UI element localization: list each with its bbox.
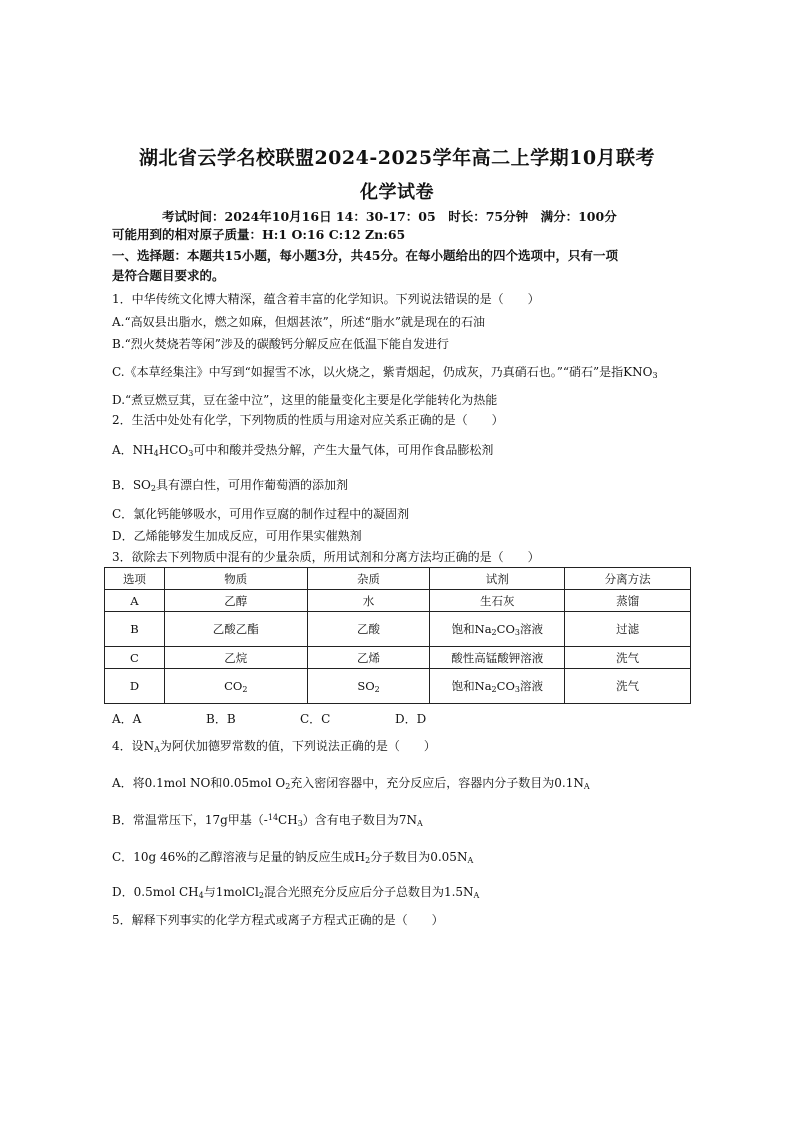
q3-choice-c: C．C [300, 712, 331, 726]
cell-substance: 乙酸乙酯 [164, 612, 307, 647]
q1-option-d: D.“煮豆燃豆萁，豆在釜中泣”，这里的能量变化主要是化学能转化为热能 [112, 393, 498, 407]
exam-subtitle: 化学试卷 [360, 182, 434, 203]
q2-option-c: C．氯化钙能够吸水，可用作豆腐的制作过程中的凝固剂 [112, 507, 410, 521]
formula: 0.1N [554, 776, 584, 790]
q4-stem-text: 4．设 [112, 739, 144, 753]
formula-sub: 2 [258, 891, 264, 900]
section-heading-line2: 是符合题目要求的。 [112, 268, 225, 283]
atomic-mass-line: 可能用到的相对原子质量：H:1 O:16 C:12 Zn:65 [112, 227, 406, 242]
q1-stem: 1．中华传统文化博大精深，蕴含着丰富的化学知识。下列说法错误的是（ ） [112, 292, 540, 306]
text: 混合光照充分反应后分子总数目为 [263, 885, 444, 899]
reagent-text: 溶液 [519, 622, 543, 636]
q3-stem: 3．欲除去下列物质中混有的少量杂质，所用试剂和分离方法均正确的是（ ） [112, 550, 540, 564]
cell-impurity [307, 669, 430, 704]
exam-title: 湖北省云学名校联盟2024-2025学年高二上学期10月联考 [138, 147, 656, 169]
text: ）含有电子数目为 [302, 813, 399, 827]
q2-b-text: 具有漂白性，可用作葡萄酒的添加剂 [155, 478, 348, 492]
cell-substance: 乙醇 [164, 590, 307, 612]
formula: 0.05N [430, 850, 468, 864]
q1-c-sub: 3 [652, 371, 658, 380]
cell-option: D [105, 669, 165, 704]
q1-option-b: B.“烈火焚烧若等闲”涉及的碳酸钙分解反应在低温下能自发进行 [112, 337, 449, 351]
formula-sub: A [473, 891, 480, 900]
header-cell: 杂质 [307, 568, 430, 590]
text: 和 [210, 776, 223, 790]
header-cell: 物质 [164, 568, 307, 590]
cell-method: 过滤 [565, 612, 691, 647]
q3-choices [112, 710, 426, 727]
cell-impurity: 水 [307, 590, 430, 612]
formula: 10g 46% [133, 850, 187, 864]
q2-a-sub1: 4 [153, 449, 159, 458]
reagent-text: 饱和 [451, 679, 475, 693]
exam-info: 考试时间：2024年10月16日 14：30-17：05 时长：75分钟 满分：100分 [162, 209, 617, 224]
cell-method: 洗气 [565, 647, 691, 669]
cell-option: B [105, 612, 165, 647]
q4-stem-text: 为阿伏加德罗常数的值，下列说法正确的是（ ） [159, 739, 436, 753]
formula: 0.05mol O [222, 776, 286, 790]
section-heading-line1: 一、选择题：本题共15小题，每小题3分，共45分。在每小题给出的四个选项中，只有一项 [112, 248, 618, 263]
header-cell: 分离方法 [565, 568, 691, 590]
q2-a-sub2: 3 [188, 449, 194, 458]
formula: 0.5mol CH [133, 885, 199, 899]
formula: 0.1mol NO [144, 776, 211, 790]
reagent-sub: 2 [491, 685, 497, 694]
reagent-formula: CO [496, 679, 515, 693]
text: 甲基（ [227, 813, 264, 827]
formula-sub: A [416, 819, 423, 828]
text: 充入密闭容器中，充分反应后，容器内分子数目为 [290, 776, 555, 790]
q2-a-text: 可中和酸并受热分解，产生大量气体，可用作食品膨松剂 [193, 443, 494, 457]
q2-b-sub: 2 [150, 484, 156, 493]
table-row [105, 669, 691, 704]
q3-choice-b: B．B [206, 712, 236, 726]
q2-a-formula1: NH [132, 443, 154, 457]
formula-sup: 14 [267, 813, 279, 822]
formula: 7N [398, 813, 417, 827]
q2-option-b [112, 477, 348, 493]
reagent-sub: 2 [491, 628, 497, 637]
table-header-row [105, 568, 691, 590]
q1-c-formula: KNO [623, 365, 653, 379]
text: A．将 [112, 776, 145, 790]
formula-sub: 2 [285, 782, 291, 791]
cell-impurity: 乙酸 [307, 612, 430, 647]
substance-formula: CO [224, 679, 243, 693]
impurity-sub: 2 [374, 685, 380, 694]
formula: 1.5N [443, 885, 474, 899]
q1-option-a: A.“高奴县出脂水，燃之如麻，但烟甚浓”，所述“脂水”就是现在的石油 [112, 315, 486, 329]
reagent-text: 溶液 [519, 679, 543, 693]
q3-choice-d: D．D [395, 712, 427, 726]
text: B．常温常压下， [112, 813, 205, 827]
formula-sub: A [583, 782, 590, 791]
cell-option: A [105, 590, 165, 612]
formula: - [263, 813, 268, 827]
q2-a-label: A． [112, 443, 133, 457]
table-row [105, 612, 691, 647]
reagent-formula: CO [496, 622, 515, 636]
formula: H [354, 850, 366, 864]
text: C． [112, 850, 134, 864]
formula: CH [278, 813, 298, 827]
q2-b-label: B． [112, 478, 133, 492]
substance-sub: 2 [242, 685, 248, 694]
reagent-sub: 3 [514, 628, 520, 637]
formula-sub: A [467, 856, 474, 865]
q4-option-d [112, 884, 479, 900]
reagent-text: 饱和 [451, 622, 475, 636]
q2-stem: 2．生活中处处有化学，下列物质的性质与用途对应关系正确的是（ ） [112, 413, 504, 427]
cell-impurity: 乙烯 [307, 647, 430, 669]
q4-stem-formula: N [143, 739, 155, 753]
cell-method: 洗气 [565, 669, 691, 704]
formula: 1molCl [215, 885, 259, 899]
q1-option-c [112, 364, 658, 380]
q4-option-b [112, 812, 423, 828]
q2-a-formula2: HCO [158, 443, 189, 457]
text: 的乙醇溶液与足量的钠反应生成 [186, 850, 355, 864]
q2-b-formula: SO [132, 478, 151, 492]
cell-reagent [430, 612, 565, 647]
cell-method: 蒸馏 [565, 590, 691, 612]
impurity-formula: SO [357, 679, 375, 693]
formula-sub: 4 [198, 891, 204, 900]
q4-option-a [112, 775, 590, 791]
cell-reagent: 生石灰 [430, 590, 565, 612]
text: 与 [203, 885, 216, 899]
formula-sub: 3 [297, 819, 303, 828]
reagent-formula: Na [474, 679, 492, 693]
q2-option-d: D．乙烯能够发生加成反应，可用作果实催熟剂 [112, 529, 362, 543]
reagent-formula: Na [474, 622, 492, 636]
cell-reagent: 酸性高锰酸钾溶液 [430, 647, 565, 669]
cell-reagent [430, 669, 565, 704]
cell-substance [164, 669, 307, 704]
q4-stem [112, 738, 436, 754]
cell-option: C [105, 647, 165, 669]
q4-option-c [112, 849, 473, 865]
formula: 17g [204, 813, 228, 827]
q1-c-text: C.《本草经集注》中写到“如握雪不冰，以火烧之，紫青烟起，仍成灰，乃真硝石也。”“硝石”是指 [112, 365, 624, 379]
text: D． [112, 885, 134, 899]
table-row [105, 590, 691, 612]
q3-options-table [104, 567, 691, 704]
cell-substance: 乙烷 [164, 647, 307, 669]
q2-option-a [112, 442, 493, 458]
text: 分子数目为 [370, 850, 431, 864]
formula-sub: 2 [365, 856, 371, 865]
q5-stem: 5．解释下列事实的化学方程式或离子方程式正确的是（ ） [112, 913, 444, 927]
q3-choice-a: A．A [112, 712, 142, 726]
q4-stem-sub: A [154, 745, 160, 754]
table-row [105, 647, 691, 669]
reagent-sub: 3 [514, 685, 520, 694]
header-cell: 试剂 [430, 568, 565, 590]
header-cell: 选项 [105, 568, 165, 590]
